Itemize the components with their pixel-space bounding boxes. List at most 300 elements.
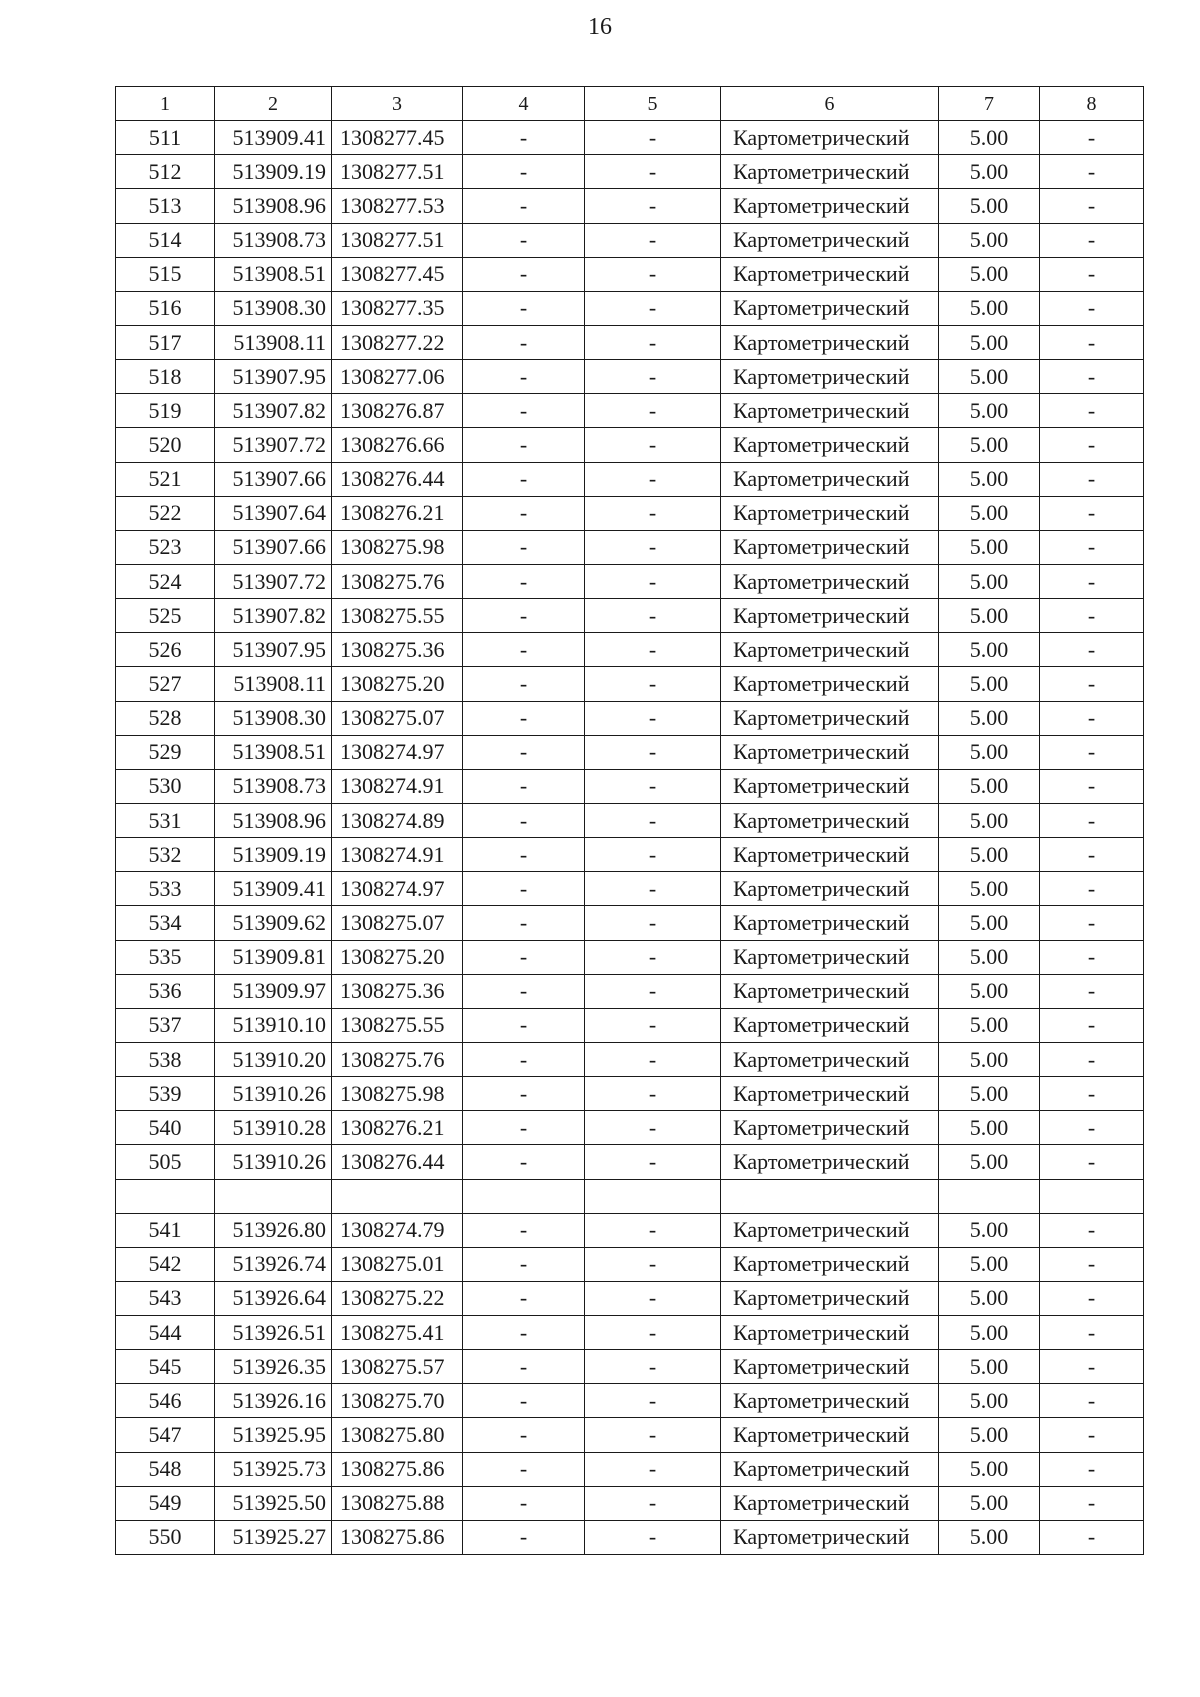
y-coordinate-cell: 1308275.70 [332,1384,463,1418]
point-number-cell: 511 [116,121,215,155]
table-row [116,189,1144,223]
y-coordinate-cell: 1308277.45 [332,257,463,291]
accuracy-cell: 5.00 [939,360,1040,394]
point-number-cell: 513 [116,189,215,223]
method-cell: Картометрический [721,1350,939,1384]
col8-cell: - [1040,633,1144,667]
point-number-cell: 526 [116,633,215,667]
table-row [116,803,1144,837]
col4-cell: - [463,394,585,428]
accuracy-cell: 5.00 [939,1452,1040,1486]
point-number-cell: 548 [116,1452,215,1486]
col5-cell: - [585,1486,721,1520]
table-row [116,599,1144,633]
accuracy-cell: 5.00 [939,803,1040,837]
col4-cell: - [463,530,585,564]
accuracy-cell: 5.00 [939,701,1040,735]
method-cell: Картометрический [721,155,939,189]
table-row [116,838,1144,872]
accuracy-cell: 5.00 [939,1350,1040,1384]
table-row [116,325,1144,359]
method-cell: Картометрический [721,1281,939,1315]
col4-cell: - [463,291,585,325]
col4-cell: - [463,1247,585,1281]
method-cell: Картометрический [721,701,939,735]
col5-cell: - [585,462,721,496]
col4-cell: - [463,1111,585,1145]
y-coordinate-cell [332,1179,463,1213]
table-row [116,1008,1144,1042]
table-row [116,1281,1144,1315]
method-cell: Картометрический [721,564,939,598]
col4-cell [463,1179,585,1213]
method-cell: Картометрический [721,360,939,394]
point-number-cell: 521 [116,462,215,496]
table-row [116,940,1144,974]
col8-cell: - [1040,974,1144,1008]
column-header: 4 [463,87,585,121]
col8-cell: - [1040,223,1144,257]
point-number-cell: 531 [116,803,215,837]
x-coordinate-cell: 513907.72 [215,564,332,598]
point-number-cell: 525 [116,599,215,633]
method-cell: Картометрический [721,1486,939,1520]
method-cell: Картометрический [721,1145,939,1179]
col8-cell: - [1040,462,1144,496]
col8-cell: - [1040,667,1144,701]
y-coordinate-cell: 1308277.51 [332,223,463,257]
col8-cell: - [1040,1316,1144,1350]
col4-cell: - [463,1042,585,1076]
column-header: 2 [215,87,332,121]
col5-cell: - [585,1316,721,1350]
point-number-cell: 519 [116,394,215,428]
point-number-cell: 549 [116,1486,215,1520]
col8-cell: - [1040,121,1144,155]
column-header: 8 [1040,87,1144,121]
col4-cell: - [463,769,585,803]
point-number-cell: 528 [116,701,215,735]
accuracy-cell: 5.00 [939,1418,1040,1452]
y-coordinate-cell: 1308275.20 [332,667,463,701]
col4-cell: - [463,735,585,769]
method-cell: Картометрический [721,1316,939,1350]
accuracy-cell: 5.00 [939,291,1040,325]
accuracy-cell: 5.00 [939,1281,1040,1315]
accuracy-cell: 5.00 [939,872,1040,906]
col8-cell: - [1040,1111,1144,1145]
col4-cell: - [463,1281,585,1315]
y-coordinate-cell: 1308276.21 [332,496,463,530]
accuracy-cell: 5.00 [939,1042,1040,1076]
x-coordinate-cell: 513908.11 [215,325,332,359]
x-coordinate-cell: 513910.10 [215,1008,332,1042]
method-cell [721,1179,939,1213]
x-coordinate-cell: 513909.19 [215,838,332,872]
col5-cell: - [585,1077,721,1111]
column-header: 1 [116,87,215,121]
table-row [116,1418,1144,1452]
table-row [116,360,1144,394]
col8-cell: - [1040,155,1144,189]
y-coordinate-cell: 1308274.79 [332,1213,463,1247]
method-cell: Картометрический [721,394,939,428]
table-row [116,1077,1144,1111]
method-cell: Картометрический [721,1520,939,1554]
table-row [116,1452,1144,1486]
col4-cell: - [463,906,585,940]
col8-cell: - [1040,1247,1144,1281]
col4-cell: - [463,257,585,291]
col5-cell: - [585,599,721,633]
y-coordinate-cell: 1308275.76 [332,564,463,598]
col5-cell: - [585,1111,721,1145]
x-coordinate-cell: 513909.19 [215,155,332,189]
col4-cell: - [463,189,585,223]
point-number-cell: 517 [116,325,215,359]
col4-cell: - [463,1213,585,1247]
table-row [116,1384,1144,1418]
y-coordinate-cell: 1308276.44 [332,462,463,496]
method-cell: Картометрический [721,1111,939,1145]
col5-cell: - [585,769,721,803]
col8-cell: - [1040,1452,1144,1486]
point-number-cell: 524 [116,564,215,598]
col5-cell: - [585,872,721,906]
x-coordinate-cell: 513926.51 [215,1316,332,1350]
accuracy-cell: 5.00 [939,1145,1040,1179]
y-coordinate-cell: 1308277.22 [332,325,463,359]
point-number-cell: 539 [116,1077,215,1111]
x-coordinate-cell: 513909.41 [215,121,332,155]
accuracy-cell: 5.00 [939,906,1040,940]
col8-cell: - [1040,1281,1144,1315]
col5-cell: - [585,394,721,428]
accuracy-cell: 5.00 [939,223,1040,257]
col5-cell: - [585,838,721,872]
col5-cell: - [585,1213,721,1247]
col8-cell: - [1040,803,1144,837]
accuracy-cell: 5.00 [939,1213,1040,1247]
accuracy-cell: 5.00 [939,462,1040,496]
method-cell: Картометрический [721,121,939,155]
col8-cell [1040,1179,1144,1213]
col5-cell: - [585,1042,721,1076]
x-coordinate-cell: 513908.11 [215,667,332,701]
accuracy-cell: 5.00 [939,325,1040,359]
y-coordinate-cell: 1308274.91 [332,838,463,872]
point-number-cell: 542 [116,1247,215,1281]
accuracy-cell: 5.00 [939,769,1040,803]
point-number-cell: 522 [116,496,215,530]
method-cell: Картометрический [721,1418,939,1452]
method-cell: Картометрический [721,735,939,769]
table-row [116,257,1144,291]
col5-cell: - [585,121,721,155]
accuracy-cell: 5.00 [939,189,1040,223]
table-row [116,1145,1144,1179]
method-cell: Картометрический [721,223,939,257]
col5-cell: - [585,701,721,735]
column-header: 5 [585,87,721,121]
point-number-cell: 535 [116,940,215,974]
accuracy-cell: 5.00 [939,428,1040,462]
point-number-cell: 527 [116,667,215,701]
col5-cell: - [585,1418,721,1452]
accuracy-cell: 5.00 [939,564,1040,598]
method-cell: Картометрический [721,428,939,462]
col5-cell: - [585,974,721,1008]
table-row [116,564,1144,598]
col4-cell: - [463,496,585,530]
accuracy-cell: 5.00 [939,1008,1040,1042]
col5-cell: - [585,1384,721,1418]
col8-cell: - [1040,530,1144,564]
column-header: 3 [332,87,463,121]
col4-cell: - [463,1384,585,1418]
y-coordinate-cell: 1308275.41 [332,1316,463,1350]
accuracy-cell: 5.00 [939,940,1040,974]
col8-cell: - [1040,1077,1144,1111]
x-coordinate-cell: 513908.73 [215,769,332,803]
table-row [116,633,1144,667]
col8-cell: - [1040,394,1144,428]
table-row [116,1247,1144,1281]
col4-cell: - [463,701,585,735]
method-cell: Картометрический [721,462,939,496]
point-number-cell: 543 [116,1281,215,1315]
y-coordinate-cell: 1308277.06 [332,360,463,394]
col5-cell: - [585,496,721,530]
x-coordinate-cell: 513908.30 [215,701,332,735]
col4-cell: - [463,1350,585,1384]
table-row [116,1213,1144,1247]
x-coordinate-cell: 513909.62 [215,906,332,940]
col4-cell: - [463,803,585,837]
x-coordinate-cell: 513910.28 [215,1111,332,1145]
col4-cell: - [463,1316,585,1350]
col5-cell: - [585,360,721,394]
col5-cell: - [585,1008,721,1042]
y-coordinate-cell: 1308275.01 [332,1247,463,1281]
col8-cell: - [1040,189,1144,223]
point-number-cell: 540 [116,1111,215,1145]
table-row [116,530,1144,564]
method-cell: Картометрический [721,1247,939,1281]
table-row [116,428,1144,462]
method-cell: Картометрический [721,291,939,325]
y-coordinate-cell: 1308275.20 [332,940,463,974]
table-row [116,1350,1144,1384]
col4-cell: - [463,599,585,633]
col4-cell: - [463,462,585,496]
point-number-cell: 547 [116,1418,215,1452]
col8-cell: - [1040,769,1144,803]
col4-cell: - [463,1418,585,1452]
col8-cell: - [1040,1486,1144,1520]
x-coordinate-cell: 513925.27 [215,1520,332,1554]
method-cell: Картометрический [721,1452,939,1486]
x-coordinate-cell: 513907.66 [215,530,332,564]
col5-cell: - [585,940,721,974]
y-coordinate-cell: 1308276.44 [332,1145,463,1179]
table-row [116,1179,1144,1213]
x-coordinate-cell: 513907.64 [215,496,332,530]
table-row [116,121,1144,155]
col5-cell: - [585,1350,721,1384]
table-row [116,291,1144,325]
y-coordinate-cell: 1308275.80 [332,1418,463,1452]
y-coordinate-cell: 1308275.57 [332,1350,463,1384]
point-number-cell: 533 [116,872,215,906]
method-cell: Картометрический [721,633,939,667]
accuracy-cell: 5.00 [939,599,1040,633]
table-row [116,872,1144,906]
x-coordinate-cell: 513909.97 [215,974,332,1008]
col8-cell: - [1040,735,1144,769]
point-number-cell: 534 [116,906,215,940]
accuracy-cell: 5.00 [939,1384,1040,1418]
column-header: 7 [939,87,1040,121]
y-coordinate-cell: 1308276.66 [332,428,463,462]
accuracy-cell: 5.00 [939,257,1040,291]
y-coordinate-cell: 1308276.87 [332,394,463,428]
x-coordinate-cell: 513910.26 [215,1077,332,1111]
accuracy-cell: 5.00 [939,1520,1040,1554]
column-header: 6 [721,87,939,121]
col8-cell: - [1040,496,1144,530]
method-cell: Картометрический [721,1077,939,1111]
table-body [116,121,1144,1555]
col5-cell: - [585,155,721,189]
y-coordinate-cell: 1308275.07 [332,701,463,735]
col8-cell: - [1040,1008,1144,1042]
col4-cell: - [463,155,585,189]
y-coordinate-cell: 1308274.97 [332,735,463,769]
x-coordinate-cell: 513925.95 [215,1418,332,1452]
x-coordinate-cell: 513925.73 [215,1452,332,1486]
point-number-cell: 545 [116,1350,215,1384]
col5-cell: - [585,803,721,837]
point-number-cell: 518 [116,360,215,394]
table-row [116,462,1144,496]
y-coordinate-cell: 1308275.86 [332,1452,463,1486]
accuracy-cell: 5.00 [939,974,1040,1008]
col5-cell: - [585,291,721,325]
point-number-cell: 523 [116,530,215,564]
table-header-row [116,87,1144,121]
y-coordinate-cell: 1308275.22 [332,1281,463,1315]
method-cell: Картометрический [721,838,939,872]
col8-cell: - [1040,428,1144,462]
col8-cell: - [1040,1042,1144,1076]
y-coordinate-cell: 1308275.55 [332,1008,463,1042]
x-coordinate-cell: 513908.73 [215,223,332,257]
point-number-cell: 532 [116,838,215,872]
col4-cell: - [463,633,585,667]
y-coordinate-cell: 1308274.97 [332,872,463,906]
col4-cell: - [463,223,585,257]
table-row [116,906,1144,940]
accuracy-cell: 5.00 [939,667,1040,701]
col5-cell: - [585,735,721,769]
col4-cell: - [463,1452,585,1486]
method-cell: Картометрический [721,872,939,906]
col8-cell: - [1040,906,1144,940]
x-coordinate-cell: 513907.66 [215,462,332,496]
y-coordinate-cell: 1308277.53 [332,189,463,223]
y-coordinate-cell: 1308277.45 [332,121,463,155]
method-cell: Картометрический [721,667,939,701]
x-coordinate-cell: 513908.51 [215,735,332,769]
point-number-cell: 514 [116,223,215,257]
y-coordinate-cell: 1308275.98 [332,1077,463,1111]
table-row [116,1111,1144,1145]
col4-cell: - [463,564,585,598]
col8-cell: - [1040,257,1144,291]
x-coordinate-cell: 513926.80 [215,1213,332,1247]
method-cell: Картометрический [721,599,939,633]
accuracy-cell: 5.00 [939,1316,1040,1350]
col5-cell [585,1179,721,1213]
y-coordinate-cell: 1308275.36 [332,633,463,667]
point-number-cell: 550 [116,1520,215,1554]
method-cell: Картометрический [721,974,939,1008]
col8-cell: - [1040,1384,1144,1418]
col5-cell: - [585,530,721,564]
x-coordinate-cell: 513925.50 [215,1486,332,1520]
col5-cell: - [585,633,721,667]
col5-cell: - [585,223,721,257]
col5-cell: - [585,428,721,462]
col4-cell: - [463,325,585,359]
accuracy-cell: 5.00 [939,1486,1040,1520]
coordinates-table [115,86,1144,1555]
method-cell: Картометрический [721,1213,939,1247]
col4-cell: - [463,1520,585,1554]
col4-cell: - [463,1008,585,1042]
accuracy-cell: 5.00 [939,1111,1040,1145]
col5-cell: - [585,906,721,940]
col4-cell: - [463,872,585,906]
table-row [116,1042,1144,1076]
point-number-cell: 544 [116,1316,215,1350]
y-coordinate-cell: 1308275.76 [332,1042,463,1076]
col4-cell: - [463,667,585,701]
col4-cell: - [463,1145,585,1179]
table-row [116,1316,1144,1350]
accuracy-cell: 5.00 [939,1077,1040,1111]
col4-cell: - [463,360,585,394]
col5-cell: - [585,189,721,223]
point-number-cell: 529 [116,735,215,769]
method-cell: Картометрический [721,769,939,803]
col8-cell: - [1040,599,1144,633]
col8-cell: - [1040,940,1144,974]
table-row [116,974,1144,1008]
x-coordinate-cell: 513907.82 [215,394,332,428]
x-coordinate-cell: 513910.20 [215,1042,332,1076]
table-row [116,1520,1144,1554]
col4-cell: - [463,974,585,1008]
method-cell: Картометрический [721,1384,939,1418]
point-number-cell: 512 [116,155,215,189]
x-coordinate-cell [215,1179,332,1213]
col5-cell: - [585,1452,721,1486]
accuracy-cell [939,1179,1040,1213]
x-coordinate-cell: 513907.82 [215,599,332,633]
accuracy-cell: 5.00 [939,155,1040,189]
